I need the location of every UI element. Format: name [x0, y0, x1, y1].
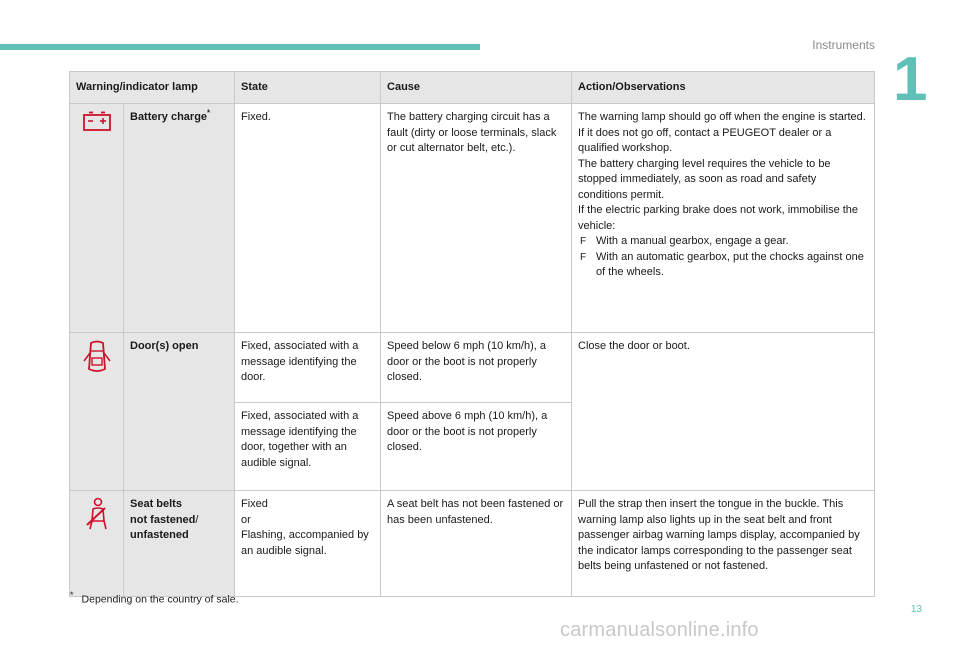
battery-name-text: Battery charge [130, 111, 208, 123]
chapter-tab [893, 45, 928, 114]
battery-action [572, 104, 875, 333]
seatbelt-name-part: not fastened [130, 513, 196, 526]
battery-name-marker: * [207, 108, 211, 118]
seat-belt-icon [83, 497, 111, 531]
footnote [70, 590, 239, 606]
footnote-marker: * [70, 590, 74, 600]
seatbelt-name-line: Seat belts [130, 498, 182, 510]
section-title: Instruments [812, 38, 875, 52]
bullet-text: With a manual gearbox, engage a gear. [596, 235, 789, 247]
seatbelt-name-line: unfastened [130, 529, 189, 541]
door-state-1: Fixed, associated with a message identifying the door. [235, 333, 381, 403]
battery-action-line: If it does not go off, contact a PEUGEOT dealer or a qualified workshop. [578, 126, 832, 154]
seatbelt-state-line: Flashing, accompanied by an audible signal. [241, 529, 369, 557]
header-lamp: Warning/indicator lamp [70, 72, 235, 104]
watermark: carmanualsonline.info [560, 619, 759, 641]
seatbelt-cause: A seat belt has not been fastened or has been unfastened. [381, 491, 572, 597]
header-cause: Cause [381, 72, 572, 104]
warning-lamp-table [69, 71, 875, 597]
page-number: 13 [910, 604, 922, 615]
header-accent-bar [0, 44, 480, 50]
battery-action-bullet [578, 234, 868, 250]
table-row-door-1 [70, 333, 875, 403]
battery-cause: The battery charging circuit has a fault (dirty or loose terminals, slack or cut alternator belt, etc.). [381, 104, 572, 333]
table-row-battery [70, 104, 875, 333]
bullet-mark: F [580, 251, 587, 263]
battery-action-line: The warning lamp should go off when the engine is started. [578, 111, 866, 123]
header-action: Action/Observations [572, 72, 875, 104]
bullet-mark: F [580, 236, 587, 247]
seatbelt-state-line: or [241, 513, 251, 526]
header-state: State [235, 72, 381, 104]
battery-action-line: The battery charging level requires the vehicle to be stopped immediately, as soon as road and safety conditions permit. [578, 157, 831, 201]
door-lamp-name: Door(s) open [124, 333, 235, 491]
door-lamp-cell [70, 333, 124, 491]
door-cause-1: Speed below 6 mph (10 km/h), a door or the boot is not properly closed. [381, 333, 572, 403]
battery-lamp-name [124, 104, 235, 333]
battery-action-bullet [578, 250, 868, 281]
battery-icon [82, 110, 112, 132]
chapter-number: 1 [893, 45, 928, 114]
seatbelt-lamp-cell [70, 491, 124, 597]
seatbelt-name-separator: / [195, 513, 199, 526]
seatbelt-action: Pull the strap then insert the tongue in the buckle. This warning lamp also lights up in the seat belt and front passenger airbag warning lamps display, accompanied by the indicator lamps corresponding to the passenger seat belts being unfastened or not fastened. [572, 491, 875, 597]
footnote-text: Depending on the country of sale. [81, 593, 239, 606]
seatbelt-state-line: Fixed [241, 498, 268, 510]
door-cause-2: Speed above 6 mph (10 km/h), a door or the boot is not properly closed. [381, 403, 572, 491]
door-action: Close the door or boot. [572, 333, 875, 491]
table-row-seatbelt [70, 491, 875, 597]
bullet-text: With an automatic gearbox, put the chocks against one of the wheels. [596, 250, 864, 278]
door-open-icon [82, 339, 112, 375]
battery-action-line: If the electric parking brake does not work, immobilise the vehicle: [578, 204, 859, 232]
battery-state: Fixed. [235, 104, 381, 333]
battery-lamp-cell [70, 104, 124, 333]
seatbelt-name-line [130, 513, 228, 529]
table-header-row [70, 72, 875, 104]
seatbelt-lamp-name [124, 491, 235, 597]
seatbelt-state [235, 491, 381, 597]
door-state-2: Fixed, associated with a message identifying the door, together with an audible signal. [235, 403, 381, 491]
